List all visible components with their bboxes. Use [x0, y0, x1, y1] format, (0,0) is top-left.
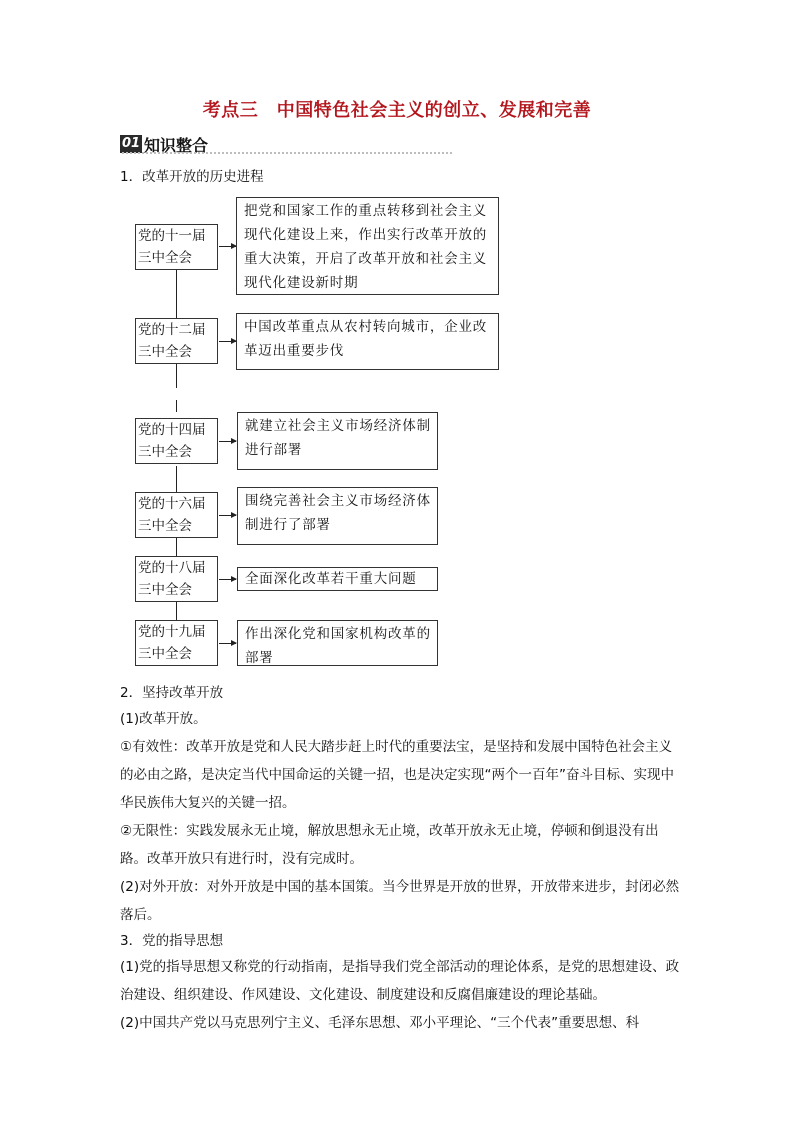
timeline-content-box: 把党和国家工作的重点转移到社会主义现代化建设上来，作出实行改革开放的重大决策，开启了改革开放和社会主义现代化建设新时期	[236, 197, 499, 295]
paragraph: (1)党的指导思想又称党的行动指南，是指导我们党全部活动的理论体系，是党的思想建设、政治建设、组织建设、作风建设、文化建设、制度建设和反腐倡廉建设的理论基础。	[120, 959, 680, 1003]
session-name: 党的十六届	[138, 496, 206, 512]
timeline-session-box	[135, 418, 218, 464]
arrow-right-icon	[219, 643, 236, 644]
timeline-session-box	[135, 492, 218, 538]
paragraph: (2)对外开放：对外开放是中国的基本国策。当今世界是开放的世界，开放带来进步，封闭必然落后。	[120, 879, 680, 923]
timeline-connector	[176, 466, 177, 492]
arrow-right-icon	[219, 579, 236, 580]
arrow-right-icon	[219, 341, 236, 342]
timeline-content-box: 就建立社会主义市场经济体制进行部署	[237, 412, 438, 470]
timeline-connector	[176, 602, 177, 620]
session-plenary: 三中全会	[138, 518, 192, 534]
section-number-badge: 01	[121, 136, 141, 151]
page-title: 考点三 中国特色社会主义的创立、发展和完善	[202, 100, 592, 121]
heading-reform-history: 1．改革开放的历史进程	[120, 169, 264, 185]
timeline-session-box	[135, 556, 218, 602]
heading-guiding-thought: 3．党的指导思想	[120, 933, 224, 949]
timeline-connector	[176, 364, 177, 388]
paragraph: ①有效性：改革开放是党和人民大踏步赶上时代的重要法宝，是坚持和发展中国特色社会主义的必由之路，是决定当代中国命运的关键一招，也是决定实现“两个一百年”奋斗目标、实现中华民族伟大复兴的关键一招。	[120, 739, 674, 811]
session-plenary: 三中全会	[138, 582, 192, 598]
paragraph: (1)改革开放。	[120, 711, 207, 727]
timeline-connector	[176, 538, 177, 556]
timeline-session-box	[135, 620, 218, 666]
timeline-connector	[176, 270, 177, 318]
session-name: 党的十一届	[138, 228, 206, 244]
session-name: 党的十九届	[138, 624, 206, 640]
timeline-content-box: 全面深化改革若干重大问题	[237, 567, 438, 591]
session-name: 党的十二届	[138, 322, 206, 338]
paragraph: ②无限性：实践发展永无止境，解放思想永无止境，改革开放永无止境，停顿和倒退没有出路。改革开放只有进行时，没有完成时。	[120, 823, 659, 867]
session-name: 党的十八届	[138, 560, 206, 576]
arrow-right-icon	[219, 515, 236, 516]
timeline-content-box: 作出深化党和国家机构改革的部署	[237, 620, 438, 666]
arrow-right-icon	[219, 246, 236, 247]
session-plenary: 三中全会	[138, 646, 192, 662]
session-plenary: 三中全会	[138, 444, 192, 460]
timeline-content-box: 中国改革重点从农村转向城市，企业改革迈出重要步伐	[236, 313, 499, 370]
timeline-session-box	[135, 318, 218, 364]
heading-adhere-reform: 2．坚持改革开放	[120, 685, 224, 701]
paragraph: (2)中国共产党以马克思列宁主义、毛泽东思想、邓小平理论、“三个代表”重要思想、科	[120, 1015, 640, 1031]
session-plenary: 三中全会	[138, 344, 192, 360]
timeline-connector	[176, 400, 177, 412]
session-name: 党的十四届	[138, 422, 206, 438]
timeline-session-box	[135, 224, 218, 270]
session-plenary: 三中全会	[138, 250, 192, 266]
timeline-content-box: 围绕完善社会主义市场经济体制进行了部署	[237, 487, 438, 545]
arrow-right-icon	[219, 441, 236, 442]
section-title: 知识整合	[144, 136, 209, 155]
section-divider	[122, 152, 452, 154]
